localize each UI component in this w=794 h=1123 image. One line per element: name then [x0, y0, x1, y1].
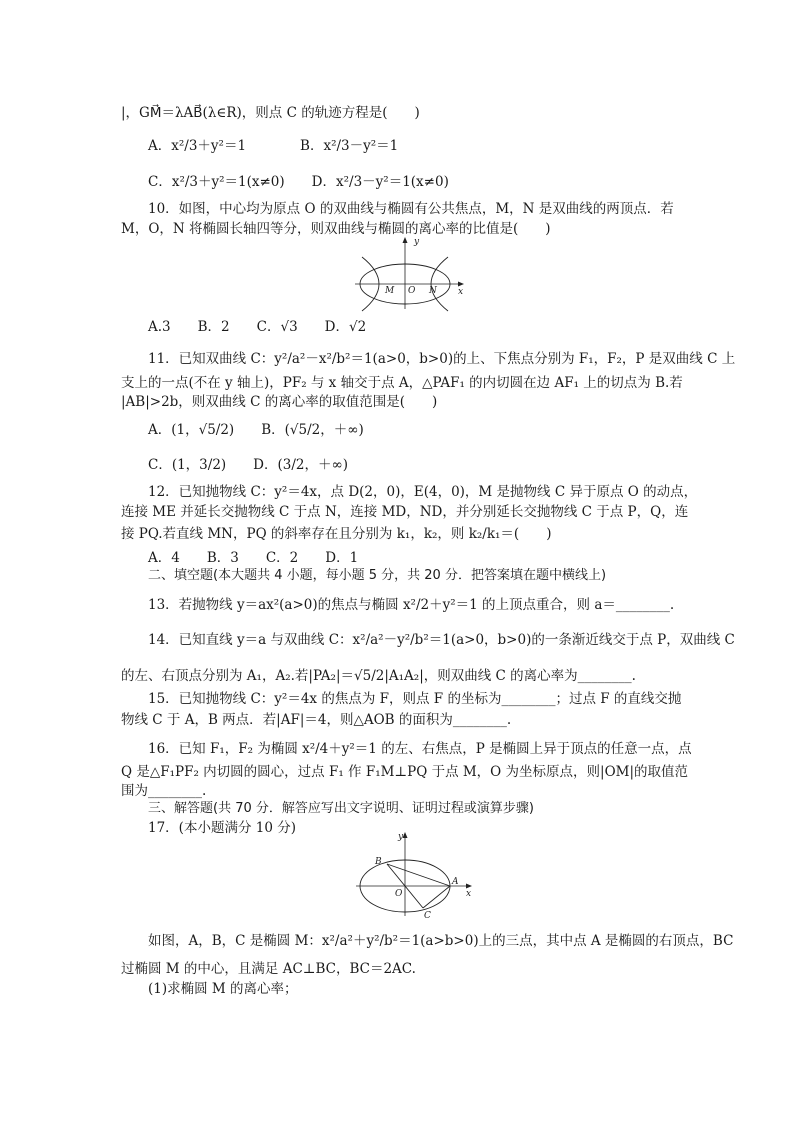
hyperbola-ellipse-figure — [350, 235, 468, 313]
q16-stem-line3: 围为________. — [121, 783, 207, 799]
fig1-m-label: M — [385, 286, 395, 296]
y-axis-arrow — [403, 832, 408, 838]
q10-stem-line2: M，O，N 将椭圆长轴四等分，则双曲线与椭圆的离心率的比值是( ) — [121, 221, 551, 237]
q13-stem: 13．若抛物线 y＝ax²(a>0)的焦点与椭圆 x²/2＋y²＝1 的上顶点重合，则 a＝________. — [148, 597, 675, 613]
q10-options: A.3 B．2 C．√3 D．√2 — [148, 319, 367, 335]
q15-stem-line2: 物线 C 于 A，B 两点．若|AF|＝4，则△AOB 的面积为________. — [121, 712, 512, 728]
q17-heading: 17．(本小题满分 10 分) — [148, 820, 296, 836]
q11-stem-line3: |AB|>2b，则双曲线 C 的离心率的取值范围是( ) — [121, 394, 438, 410]
q15-stem-line1: 15．已知抛物线 C：y²＝4x 的焦点为 F，则点 F 的坐标为________；过点 F 的直线交抛 — [148, 691, 682, 707]
section-heading-solve: 三、解答题(共 70 分．解答应写出文字说明、证明过程或演算步骤) — [148, 801, 534, 816]
q9-options-ab: A．x²/3＋y²＝1 B．x²/3－y²＝1 — [148, 138, 399, 154]
fig1-y-label: y — [414, 237, 420, 247]
q17-stem-line1: 如图，A，B，C 是椭圆 M：x²/a²＋y²/b²＝1(a>b>0)上的三点，其中点 A 是椭圆的右顶点，BC — [148, 933, 734, 949]
fig2-x-label: x — [466, 889, 472, 899]
section-heading-fill-in: 二、填空题(本大题共 4 小题，每小题 5 分，共 20 分．把答案填在题中横线上) — [148, 568, 607, 583]
fig2-b-label: B — [375, 857, 382, 867]
q10-stem-line1: 10．如图，中心均为原点 O 的双曲线与椭圆有公共焦点，M，N 是双曲线的两顶点．若 — [148, 201, 674, 217]
q16-stem-line1: 16．已知 F₁，F₂ 为椭圆 x²/4＋y²＝1 的左、右焦点，P 是椭圆上异于顶点的任意一点，点 — [148, 741, 692, 757]
fig2-c-label: C — [424, 911, 431, 918]
q12-options: A．4 B．3 C．2 D．1 — [148, 550, 359, 566]
q16-stem-line2: Q 是△F₁PF₂ 内切圆的圆心，过点 F₁ 作 F₁M⊥PQ 于点 M，O 为坐标原点，则|OM|的取值范 — [121, 764, 689, 780]
x-axis-arrow — [458, 282, 464, 287]
q9-options-cd: C．x²/3＋y²＝1(x≠0) D．x²/3－y²＝1(x≠0) — [148, 174, 449, 190]
fig2-o-label: O — [395, 889, 403, 899]
q17-part1: (1)求椭圆 M 的离心率； — [148, 981, 298, 997]
q11-options-ab: A．(1，√5/2) B．(√5/2，＋∞) — [148, 422, 364, 438]
q14-stem-line2: 的左、右顶点分别为 A₁，A₂.若|PA₂|＝√5/2|A₁A₂|，则双曲线 C 的离心率为________. — [121, 668, 636, 684]
q12-stem-line2: 连接 ME 并延长交抛物线 C 于点 N，连接 MD，ND，并分别延长交抛物线 C 于点 P，Q，连 — [121, 504, 689, 520]
q11-stem-line2: 支上的一点(不在 y 轴上)，PF₂ 与 x 轴交于点 A，△PAF₁ 的内切圆在边 AF₁ 上的切点为 B.若 — [121, 375, 683, 391]
q17-stem-line2: 过椭圆 M 的中心，且满足 AC⊥BC，BC＝2AC. — [121, 961, 416, 977]
q11-stem-line1: 11．已知双曲线 C：y²/a²－x²/b²＝1(a>0，b>0)的上、下焦点分别为 F₁，F₂，P 是双曲线 C 上 — [148, 351, 736, 367]
y-axis-arrow — [403, 237, 408, 243]
q11-options-cd: C．(1，3/2) D．(3/2，＋∞) — [148, 457, 349, 473]
q12-stem-line3: 接 PQ.若直线 MN，PQ 的斜率存在且分别为 k₁，k₂，则 k₂/k₁＝( ) — [121, 526, 552, 542]
x-axis-arrow — [466, 884, 472, 889]
fig1-x-label: x — [458, 287, 464, 297]
ellipse-triangle-figure — [350, 830, 476, 918]
q14-stem-line1: 14．已知直线 y＝a 与双曲线 C：x²/a²－y²/b²＝1(a>0，b>0)的一条渐近线交于点 P，双曲线 C — [148, 632, 735, 648]
fig2-y-label: y — [398, 832, 404, 842]
q12-stem-line1: 12．已知抛物线 C：y²＝4x，点 D(2，0)，E(4，0)，M 是抛物线 C 异于原点 O 的动点， — [148, 484, 698, 500]
fig1-o-label: O — [408, 286, 416, 296]
fig2-a-label: A — [452, 877, 459, 887]
q9-condition-line: |，GM⃗＝λAB⃗(λ∈R)，则点 C 的轨迹方程是( ) — [121, 105, 420, 121]
fig1-n-label: N — [429, 286, 437, 296]
